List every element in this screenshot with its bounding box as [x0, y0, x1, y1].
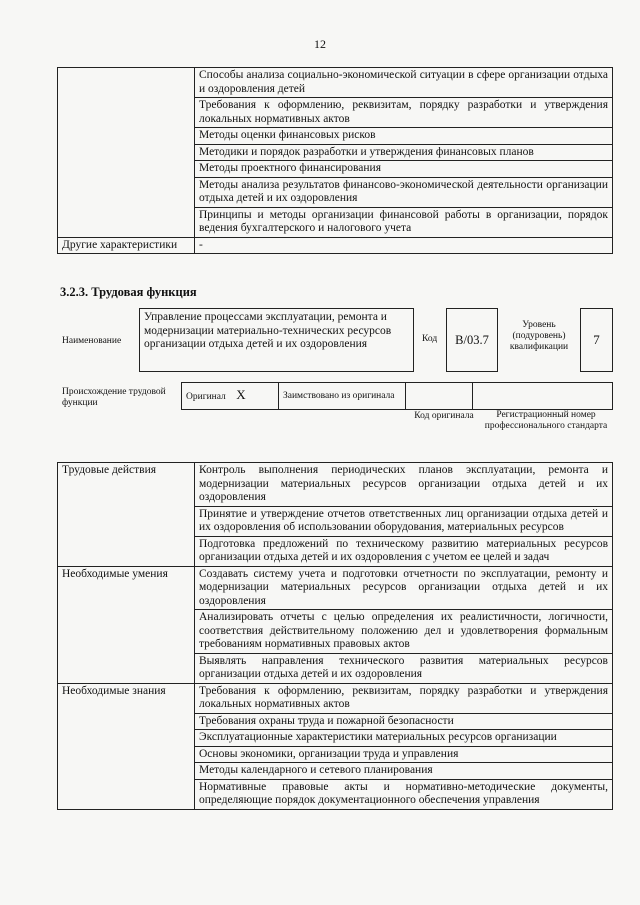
other-characteristics-value: - — [195, 237, 613, 254]
group-label: Необходимые знания — [58, 683, 195, 809]
code-label: Код — [422, 334, 438, 344]
table-cell: Эксплуатационные характеристики материальных ресурсов организации — [195, 730, 613, 747]
table-cell: Требования охраны труда и пожарной безопасности — [195, 713, 613, 730]
original-mark: X — [236, 387, 246, 402]
table-cell: Анализировать отчеты с целью определения их реалистичности, логичности, соответствия действительному положению дел и удовлетворения формальным требованиям нормативных правовых актов — [195, 610, 613, 654]
original-cell — [182, 383, 279, 410]
table-cell: Методы календарного и сетевого планирования — [195, 763, 613, 780]
table-cell: Нормативные правовые акты и нормативно-методические документы, определяющие порядок документационного обеспечения управления — [195, 779, 613, 809]
function-name-box: Управление процессами эксплуатации, ремонта и модернизации материально-технических ресурсов организации отдыха детей и их оздоровления — [139, 308, 414, 372]
labor-function-table — [57, 462, 613, 810]
reg-number-label: Регистрационный номер профессионального стандарта — [484, 410, 608, 431]
knowledge-table-continued — [57, 67, 613, 254]
origin-label: Происхождение трудовой функции — [62, 387, 166, 408]
table-cell: Методы анализа результатов финансово-экономической деятельности организации отдыха детей и их оздоровления — [195, 177, 613, 207]
function-code-box: B/03.7 — [446, 308, 498, 372]
code-original-label: Код оригинала — [414, 411, 474, 421]
origin-table — [181, 382, 613, 410]
table-cell: Подготовка предложений по техническому развитию материальных ресурсов организации отдыха детей и их оздоровления с учетом ее целей и задач — [195, 536, 613, 566]
group-label: Трудовые действия — [58, 463, 195, 567]
borrowed-label: Заимствовано из оригинала — [279, 383, 406, 410]
qualification-level-label: Уровень (подуровень) квалификации — [509, 320, 569, 352]
group-label: Необходимые умения — [58, 566, 195, 683]
table-cell: Методики и порядок разработки и утверждения финансовых планов — [195, 144, 613, 161]
empty-label-cell — [58, 68, 195, 238]
table-cell: Методы проектного финансирования — [195, 161, 613, 178]
original-label: Оригинал — [186, 392, 226, 402]
table-cell: Требования к оформлению, реквизитам, порядку разработки и утверждения локальных нормативных актов — [195, 98, 613, 128]
table-cell: Выявлять направления технического развития материальных ресурсов организации отдыха детей и их оздоровления — [195, 653, 613, 683]
table-cell: Принятие и утверждение отчетов ответственных лиц организации отдыха детей и их оздоровления об использовании оборудования, материальных ресурсов — [195, 506, 613, 536]
section-title: 3.2.3. Трудовая функция — [60, 285, 197, 299]
other-characteristics-label: Другие характеристики — [58, 237, 195, 254]
table-cell: Требования к оформлению, реквизитам, порядку разработки и утверждения локальных нормативных актов — [195, 683, 613, 713]
table-cell: Способы анализа социально-экономической ситуации в сфере организации отдыха и оздоровления детей — [195, 68, 613, 98]
table-cell: Основы экономики, организации труда и управления — [195, 746, 613, 763]
table-cell: Методы оценки финансовых рисков — [195, 128, 613, 145]
name-label: Наименование — [62, 336, 122, 346]
code-original-cell — [406, 383, 473, 410]
reg-number-cell — [473, 383, 613, 410]
table-cell: Принципы и методы организации финансовой работы в организации, порядок ведения бухгалтерского и налогового учета — [195, 207, 613, 237]
table-cell: Контроль выполнения периодических планов эксплуатации, ремонта и модернизации материальных ресурсов организации отдыха детей и их оздоровления — [195, 463, 613, 507]
qualification-level-box: 7 — [580, 308, 613, 372]
page-number: 12 — [314, 37, 326, 51]
table-cell: Создавать систему учета и подготовки отчетности по эксплуатации, ремонту и модернизации материальных ресурсов организации отдыха детей и их оздоровления — [195, 566, 613, 610]
